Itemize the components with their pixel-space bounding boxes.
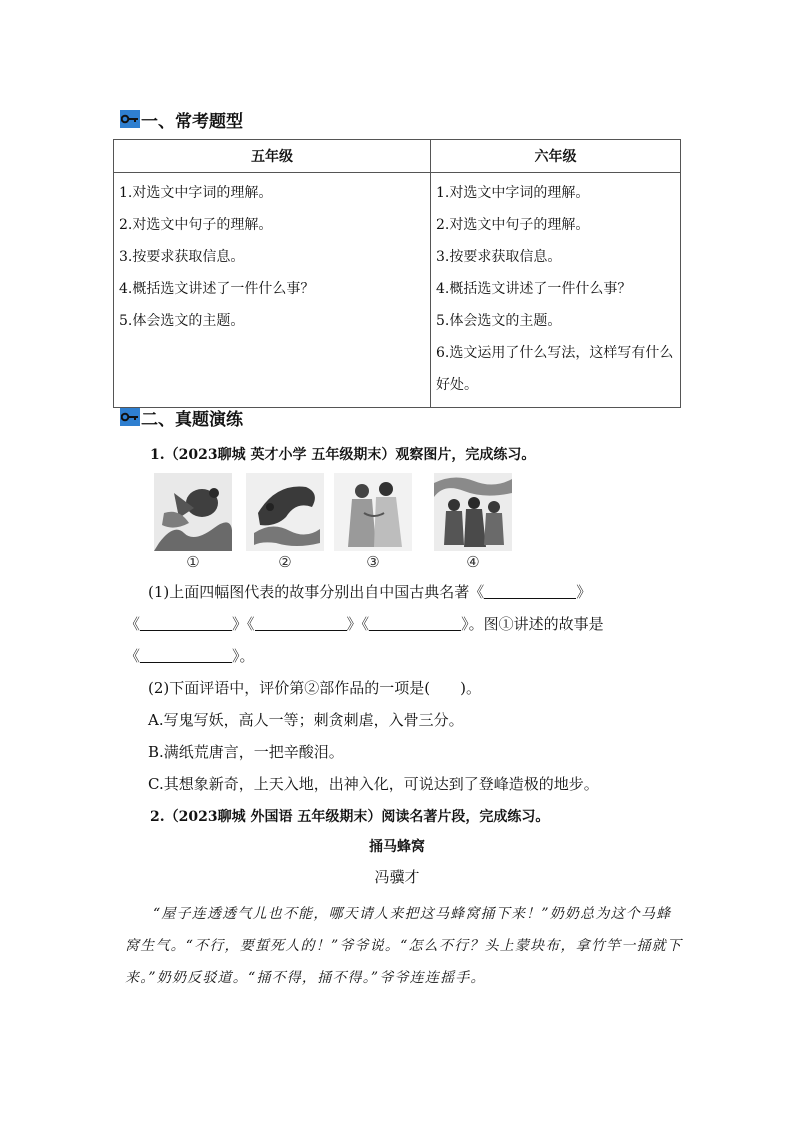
key-icon — [120, 408, 140, 426]
question-types-table — [113, 139, 681, 408]
picture-2-label: ② — [278, 553, 292, 571]
story-author: 冯骥才 — [374, 868, 420, 886]
story-title: 捅马蜂窝 — [369, 839, 425, 855]
section-heading-1 — [120, 108, 243, 130]
bracket: 》 — [346, 615, 362, 633]
q1-sub1-line2 — [125, 613, 604, 634]
section-heading-2-text: 二、真题演练 — [141, 409, 243, 430]
answer-blank[interactable] — [140, 648, 232, 663]
list-item: 1.对选文中字词的理解。 — [119, 185, 273, 201]
list-item: 5.体会选文的主题。 — [119, 313, 245, 329]
list-item: 2.对选文中句子的理解。 — [436, 217, 590, 233]
bracket: 》 — [576, 583, 592, 601]
q1-sub1-line3 — [125, 645, 255, 666]
picture-4-label: ④ — [466, 553, 480, 571]
list-item: 4.概括选文讲述了一件什么事？ — [436, 281, 632, 297]
table-header-grade5: 五年级 — [114, 140, 431, 173]
bracket: 《 — [247, 615, 255, 633]
grade6-cell — [431, 173, 681, 408]
bracket: 《 — [125, 647, 141, 665]
q1-sub1-line1 — [148, 581, 591, 602]
q1-option-c: C.其想象新奇，上天入地，出神入化，可说达到了登峰造极的地步。 — [148, 775, 599, 793]
list-item: 6.选文运用了什么写法，这样写有什么好处。 — [436, 345, 674, 393]
section-heading-2 — [120, 406, 243, 428]
question-1-title: 1.（2023聊城 英才小学 五年级期末）观察图片，完成练习。 — [150, 447, 536, 463]
picture-4-image — [434, 473, 512, 551]
picture-3-image — [334, 473, 412, 551]
bracket: 《 — [125, 615, 141, 633]
q1-sub1-text-2: 。图①讲述的故事是 — [468, 615, 604, 633]
list-item: 2.对选文中句子的理解。 — [119, 217, 273, 233]
table-header-grade6: 六年级 — [431, 140, 681, 173]
q1-option-a: A.写鬼写妖，高人一等；刺贪刺虐，入骨三分。 — [148, 711, 464, 729]
grade5-cell — [114, 173, 431, 408]
picture-3-label: ③ — [366, 553, 380, 571]
q1-sub1-text: (1)上面四幅图代表的故事分别出自中国古典名著《 — [148, 583, 485, 601]
list-item: 4.概括选文讲述了一件什么事？ — [119, 281, 315, 297]
q1-option-b: B.满纸荒唐言，一把辛酸泪。 — [148, 743, 344, 761]
q1-sub2: (2)下面评语中，评价第②部作品的一项是( )。 — [148, 679, 481, 697]
question-2-title: 2.（2023聊城 外国语 五年级期末）阅读名著片段，完成练习。 — [150, 809, 550, 825]
bracket: 》 — [232, 647, 240, 665]
picture-1-image — [154, 473, 232, 551]
picture-1-label: ① — [186, 553, 200, 571]
list-item: 3.按要求获取信息。 — [119, 249, 245, 265]
key-icon — [120, 110, 140, 128]
bracket: 》 — [232, 615, 248, 633]
list-item: 5.体会选文的主题。 — [436, 313, 562, 329]
answer-blank[interactable] — [484, 584, 576, 599]
classic-novel-pictures — [154, 473, 514, 573]
section-heading-1-text: 一、常考题型 — [141, 111, 243, 132]
story-paragraph: “屋子连透透气儿也不能，哪天请人来把这马蜂窝捅下来！”奶奶总为这个马蜂窝生气。“不行，要蜇死人的！”爷爷说。“怎么不行？头上蒙块布，拿竹竿一捅就下来。”奶奶反驳道。“捅不得，捅不得。”爷爷连连摇手。 — [125, 906, 683, 986]
list-item: 1.对选文中字词的理解。 — [436, 185, 590, 201]
bracket: 《 — [361, 615, 370, 633]
answer-blank[interactable] — [255, 616, 347, 631]
period: 。 — [239, 647, 255, 665]
answer-blank[interactable] — [140, 616, 232, 631]
answer-blank[interactable] — [369, 616, 461, 631]
list-item: 3.按要求获取信息。 — [436, 249, 562, 265]
bracket: 》 — [461, 615, 469, 633]
picture-2-image — [246, 473, 324, 551]
